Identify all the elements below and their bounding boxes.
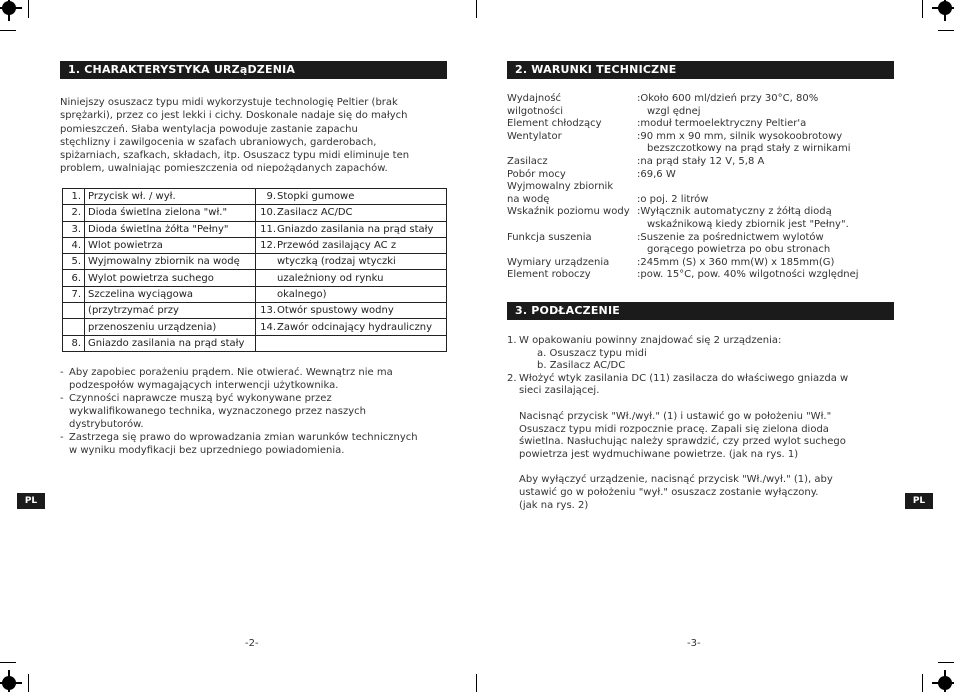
section-heading-technical-conditions: 2. WARUNKI TECHNICZNE: [507, 61, 894, 79]
part-number: [256, 270, 277, 286]
spec-label-line: Wskaźnik poziomu wody: [507, 206, 630, 218]
language-tab-left: PL: [17, 493, 45, 509]
part-number: [256, 254, 277, 270]
warning-note: [60, 392, 450, 431]
spec-value: [637, 169, 676, 182]
part-name: uzależniony od rynku: [277, 270, 446, 286]
package-contents: [507, 348, 897, 373]
part-name: Gniazdo zasilania na prąd stały: [85, 335, 256, 351]
paragraph-line: Aby wyłączyć urządzenie, nacisnąć przycisk "Wł./wył." (1), aby: [519, 474, 833, 486]
paragraph-line: Osuszacz typu midi rozpocznie pracę. Zapali się zielona dioda: [519, 423, 829, 435]
step-text: sieci zasilającej.: [519, 385, 600, 397]
spec-value-line: :Suszenie za pośrednictwem wylotów: [637, 231, 824, 243]
part-name: wtyczką (rodzaj wtyczki: [277, 254, 446, 270]
part-name: Wyjmowalny zbiornik na wodę: [85, 254, 256, 270]
part-number: 5.: [63, 254, 85, 270]
crop-mark: [0, 662, 16, 663]
part-number: [256, 335, 277, 351]
spec-row: [507, 232, 897, 257]
crop-mark: [476, 0, 477, 18]
spec-label: [507, 131, 637, 156]
spec-value: [637, 156, 764, 169]
spec-row: [507, 269, 897, 282]
part-name: Dioda świetlna zielona "wł.": [85, 205, 256, 221]
note-line: wykwalifikowanego technika, wyznaczonego przez naszych: [69, 406, 366, 417]
note-line: Zastrzega się prawo do wprowadzania zmian warunków technicznych: [69, 432, 418, 443]
crop-mark: [28, 0, 29, 18]
part-name: Przycisk wł. / wył.: [85, 189, 256, 205]
part-number: 7.: [63, 286, 85, 302]
connection-instructions: [507, 335, 897, 512]
parts-table-row: [63, 335, 447, 351]
spec-label-line: Zasilacz: [507, 155, 548, 167]
part-number: 2.: [63, 205, 85, 221]
paragraph-line: problem, uwalniając pomieszczenia od niepożądanych zapachów.: [60, 163, 388, 175]
part-name: Otwór spustowy wodny: [277, 303, 446, 319]
note-line: Aby zapobiec porażeniu prądem. Nie otwierać. Wewnątrz nie ma: [69, 367, 393, 378]
part-number: 10.: [256, 205, 277, 221]
note-dash: -: [60, 393, 64, 404]
step-number: 2.: [507, 372, 517, 384]
part-number: 8.: [63, 335, 85, 351]
spec-label-line: wilgotności: [507, 105, 564, 117]
spec-value: [637, 93, 818, 118]
spec-row: [507, 93, 897, 118]
spec-label: [507, 206, 637, 231]
spec-row: [507, 156, 897, 169]
note-line: dystrybutorów.: [69, 419, 144, 430]
registration-mark-bottom-left: [2, 676, 16, 690]
crop-mark: [476, 674, 477, 692]
paragraph-line: spiżarniach, szafkach, składach, itp. Osuszacz typu midi eliminuje ten: [60, 150, 410, 162]
part-name: przenoszeniu urządzenia): [85, 319, 256, 335]
part-name: Szczelina wyciągowa: [85, 286, 256, 302]
parts-table-row: [63, 286, 447, 302]
note-line: podzespołów wymagających interwencji użytkownika.: [69, 380, 339, 391]
spec-value: [637, 131, 850, 156]
paragraph-line: sprężarki), przez co jest lekki i cichy. Doskonale nadaje się do małych: [60, 110, 408, 122]
spec-value-line: :Około 600 ml/dzień przy 30°C, 80%: [637, 93, 819, 104]
step-number: 1.: [507, 335, 517, 346]
part-name: Dioda świetlna żółta "Pełny": [85, 221, 256, 237]
part-name: okalnego): [277, 286, 446, 302]
note-dash: -: [60, 432, 64, 443]
page-number-left: -2-: [245, 638, 259, 649]
section-heading-connection: 3. PODŁACZENIE: [507, 302, 894, 320]
paragraph-line: powietrza jest wydmuchiwane powietrze. (jak na rys. 1): [519, 448, 799, 460]
part-number: [256, 286, 277, 302]
parts-table: [62, 188, 447, 352]
power-on-paragraph: [507, 411, 897, 461]
part-number: [63, 319, 85, 335]
crop-mark: [0, 30, 16, 31]
part-name: Zasilacz AC/DC: [277, 205, 446, 221]
step-text: W opakowaniu powinny znajdować się 2 urządzenia:: [519, 335, 782, 346]
spec-label-line: Wymiary urządzenia: [507, 256, 610, 268]
registration-mark-bottom-right: [938, 676, 952, 690]
spec-row: [507, 257, 897, 270]
part-number: 4.: [63, 237, 85, 253]
spec-label-line: Wentylator: [507, 130, 562, 142]
parts-table-row: [63, 303, 447, 319]
part-name: [277, 335, 446, 351]
warning-note: [60, 366, 450, 392]
package-item: b. Zasilacz AC/DC: [537, 360, 626, 372]
spec-label: [507, 118, 637, 131]
spec-label-line: Element roboczy: [507, 269, 591, 281]
spec-value: [637, 257, 834, 270]
registration-mark-top-right: [938, 1, 952, 15]
crop-mark: [938, 662, 954, 663]
spec-value-line: :245mm (S) x 360 mm(W) x 185mm(G): [637, 256, 835, 268]
spec-label-line: Element chłodzący: [507, 118, 602, 130]
spec-value-line: :o poj. 2 litrów: [637, 193, 709, 205]
spec-row: [507, 181, 897, 206]
crop-mark: [922, 674, 923, 692]
step-text: Włożyć wtyk zasilania DC (11) zasilacza do właściwego gniazda w: [519, 372, 849, 384]
crop-mark: [28, 674, 29, 692]
part-name: Wlot powietrza: [85, 237, 256, 253]
paragraph-line: Niniejszy osuszacz typu midi wykorzystuje technologię Peltier (brak: [60, 97, 398, 108]
paragraph-line: Nacisnąć przycisk "Wł./wył." (1) i ustawić go w położeniu "Wł.": [519, 410, 832, 422]
part-number: 3.: [63, 221, 85, 237]
part-name: (przytrzymać przy: [85, 303, 256, 319]
spec-value-continuation: bezszczotkowy na prąd stały z wirnikami: [647, 143, 851, 155]
spec-row: [507, 206, 897, 231]
paragraph-line: świetlna. Nasłuchując należy sprawdzić, czy przed wylot suchego: [519, 436, 846, 448]
parts-table-row: [63, 254, 447, 270]
spec-value-line: :na prąd stały 12 V, 5,8 A: [637, 155, 765, 167]
part-number: 6.: [63, 270, 85, 286]
part-number: 1.: [63, 189, 85, 205]
part-number: 11.: [256, 221, 277, 237]
part-name: Wylot powietrza suchego: [85, 270, 256, 286]
spec-label-line: Wydajność: [507, 93, 562, 104]
spec-label: [507, 181, 637, 206]
note-line: w wyniku modyfikacji bez uprzedniego powiadomienia.: [69, 445, 345, 456]
spec-value-continuation: gorącego powietrza po obu stronach: [647, 244, 831, 256]
spec-value: [637, 118, 806, 131]
spec-row: [507, 131, 897, 156]
spec-label-line: na wodę: [507, 193, 550, 205]
spec-value: [637, 206, 849, 231]
language-tab-right: PL: [905, 493, 933, 509]
spec-label: [507, 156, 637, 169]
section-heading-characteristics: 1. CHARAKTERYSTYKA URZąDZENIA: [60, 61, 447, 79]
spec-value-continuation: wskaźnikową kiedy zbiornik jest "Pełny".: [647, 218, 849, 230]
paragraph-line: pomieszczeń. Słaba wentylacja powoduje zastanie zapachu: [60, 123, 358, 135]
spec-row: [507, 169, 897, 182]
package-item: a. Osuszacz typu midi: [537, 347, 647, 359]
part-number: 14.: [256, 319, 277, 335]
power-off-paragraph: [507, 474, 897, 512]
paragraph-line: ustawić go w położeniu "wył." osuszacz zostanie wyłączony.: [519, 486, 819, 498]
specs-list: [507, 93, 897, 282]
intro-paragraph: [60, 96, 450, 176]
warning-note: [60, 431, 450, 457]
spec-value-line: :69,6 W: [637, 168, 676, 180]
paragraph-line: stęchlizny i zawilgocenia w szafach ubraniowych, garderobach,: [60, 136, 377, 148]
crop-mark: [922, 0, 923, 18]
part-name: Przewód zasilający AC z: [277, 237, 446, 253]
spec-label: [507, 257, 637, 270]
part-name: Stopki gumowe: [277, 189, 446, 205]
spec-row: [507, 118, 897, 131]
warning-notes: [60, 366, 450, 457]
parts-table-row: [63, 189, 447, 205]
spec-value-line: :90 mm x 90 mm, silnik wysokoobrotowy: [637, 130, 843, 142]
note-line: Czynności naprawcze muszą być wykonywane przez: [69, 393, 332, 404]
note-dash: -: [60, 367, 64, 378]
part-name: Gniazdo zasilania na prąd stały: [277, 221, 446, 237]
spec-label: [507, 93, 637, 118]
registration-mark-top-left: [2, 1, 16, 15]
part-name: Zawór odcinający hydrauliczny: [277, 319, 446, 335]
parts-table-row: [63, 205, 447, 221]
spec-label-line: Pobór mocy: [507, 168, 566, 180]
paragraph-line: (jak na rys. 2): [519, 499, 589, 511]
connection-step: [507, 373, 897, 398]
part-number: 9.: [256, 189, 277, 205]
spec-label: [507, 232, 637, 257]
parts-table-row: [63, 237, 447, 253]
spec-value: [637, 269, 859, 282]
part-number: [63, 303, 85, 319]
spec-label-line: Wyjmowalny zbiornik: [507, 181, 614, 193]
spec-value-line: :moduł termoelektryczny Peltier'a: [637, 118, 807, 130]
part-number: 12.: [256, 237, 277, 253]
spec-value: [637, 232, 830, 257]
parts-table-row: [63, 270, 447, 286]
spec-value-continuation: wzgl ędnej: [647, 105, 701, 117]
page-number-right: -3-: [687, 638, 701, 649]
spec-value: [637, 181, 708, 206]
parts-table-row: [63, 221, 447, 237]
spec-label: [507, 169, 637, 182]
part-number: 13.: [256, 303, 277, 319]
connection-step: [507, 335, 897, 348]
crop-mark: [938, 30, 954, 31]
spec-value-line: :Wyłącznik automatyczny z żółtą diodą: [637, 206, 832, 218]
parts-table-row: [63, 319, 447, 335]
spec-label: [507, 269, 637, 282]
spec-value-line: :pow. 15°C, pow. 40% wilgotności względnej: [637, 269, 859, 281]
spec-label-line: Funkcja suszenia: [507, 231, 592, 243]
